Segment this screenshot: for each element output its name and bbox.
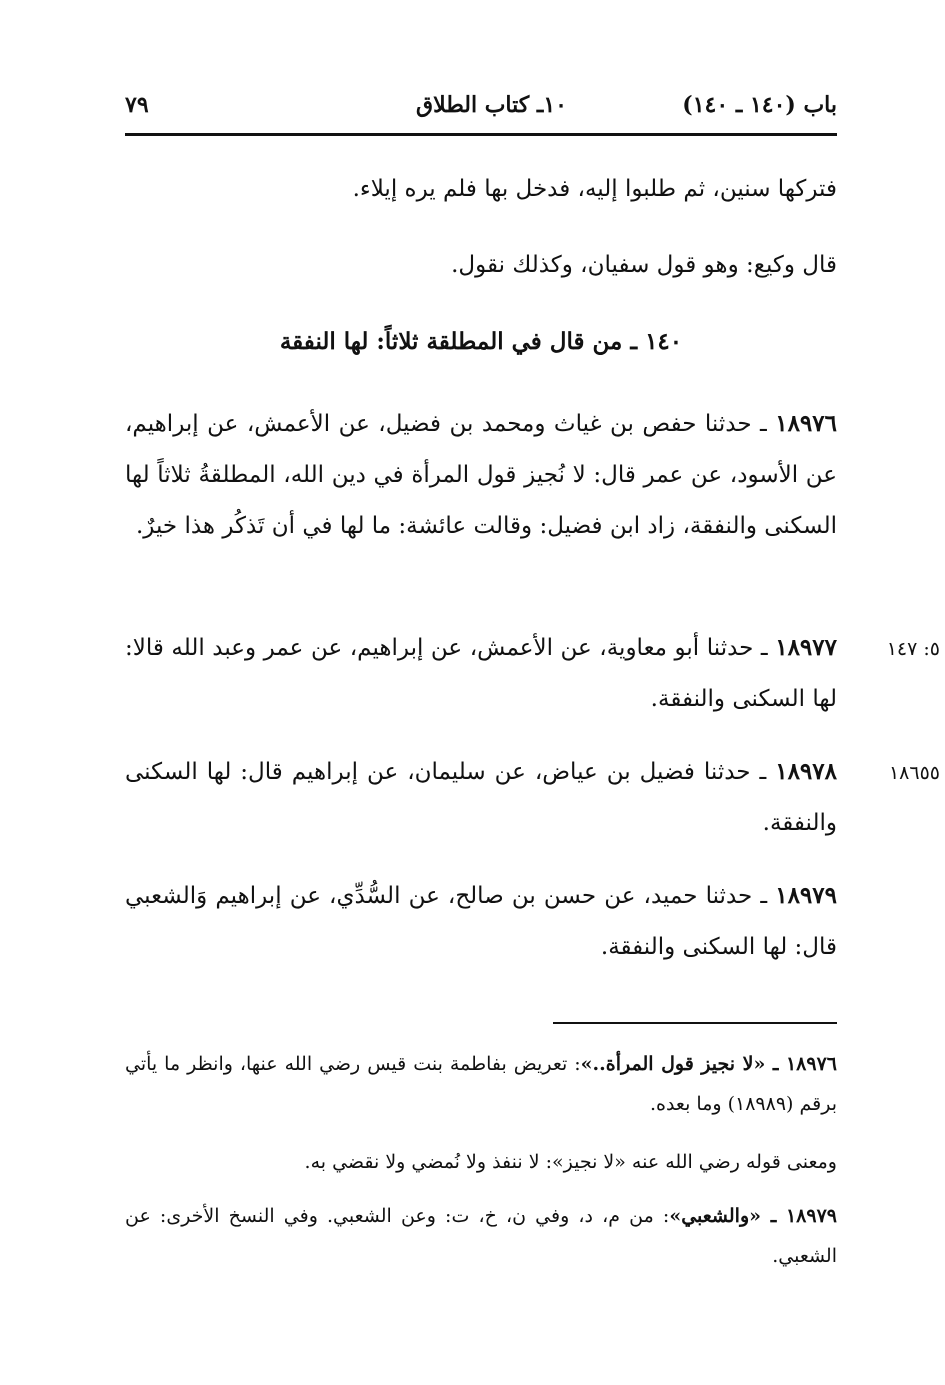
hadith-18979 — [125, 870, 837, 973]
hadith-text: ـ حدثنا حميد، عن حسن بن صالح، عن السُّدِّي، عن إبراهيم وَالشعبي قال: لها السكنى والنفقة. — [125, 883, 837, 960]
intro-line-1: فتركها سنين، ثم طلبوا إليه، فدخل بها فلم يره إيلاء. — [352, 176, 837, 202]
hadith-text: ـ حدثنا أبو معاوية، عن الأعمش، عن إبراهيم، عن عمر وعبد الله قالا: لها السكنى والنفقة. — [125, 635, 837, 712]
hadith-number: ١٨٩٧٨ — [775, 758, 837, 785]
section-heading: ١٤٠ ـ من قال في المطلقة ثلاثاً: لها النفقة — [279, 328, 683, 355]
hadith-number: ١٨٩٧٧ — [775, 634, 837, 661]
running-header — [125, 88, 837, 128]
margin-reference: ٥: ١٤٧ — [886, 638, 940, 660]
footnote-number: ١٨٩٧٦ — [785, 1053, 837, 1075]
footnote-quote: ـ «والشعبي» — [669, 1205, 786, 1227]
footnote-continuation — [125, 1142, 837, 1182]
footnote-text: : تعريض بفاطمة بنت قيس رضي الله عنها، وانظر ما يأتي برقم (١٨٩٨٩) وما بعده. — [125, 1053, 837, 1115]
page-number: ٧٩ — [125, 92, 149, 118]
footnote-rule — [553, 1022, 837, 1024]
hadith-18977 — [125, 622, 837, 725]
header-rule — [125, 133, 837, 136]
margin-reference: ١٨٦٥٥ — [888, 762, 940, 784]
footnote-18979 — [125, 1196, 837, 1276]
book-title: ١٠ـ كتاب الطلاق — [416, 92, 567, 118]
hadith-18976 — [125, 398, 837, 552]
chapter-reference: باب (١٤٠ ـ ١٤٠) — [682, 92, 837, 118]
footnote-text: : من م، د، وفي ن، خ، ت: وعن الشعبي. وفي النسخ الأخرى: عن الشعبي. — [125, 1205, 837, 1267]
hadith-text: ـ حدثنا فضيل بن عياض، عن سليمان، عن إبراهيم قال: لها السكنى والنفقة. — [125, 759, 837, 836]
footnote-18976 — [125, 1044, 837, 1124]
footnote-quote: ـ «لا نجيز قول المرأة..» — [580, 1053, 786, 1075]
hadith-number: ١٨٩٧٩ — [775, 882, 837, 909]
hadith-number: ١٨٩٧٦ — [775, 410, 837, 437]
footnote-text: ومعنى قوله رضي الله عنه «لا نجيز»: لا ننفذ ولا نُمضي ولا نقضي به. — [304, 1151, 837, 1173]
hadith-text: ـ حدثنا حفص بن غياث ومحمد بن فضيل، عن الأعمش، عن إبراهيم، عن الأسود، عن عمر قال: لا نُجيز قول المرأة في دين الله، المطلقةُ ثلاثاً لها السكنى والنفقة، زاد ابن فضيل: وقالت عائشة: ما لها في أن تَذكُر هذا خيرٌ. — [125, 411, 837, 539]
intro-line-2: قال وكيع: وهو قول سفيان، وكذلك نقول. — [451, 252, 837, 278]
footnote-number: ١٨٩٧٩ — [785, 1205, 837, 1227]
hadith-18978 — [125, 746, 837, 849]
